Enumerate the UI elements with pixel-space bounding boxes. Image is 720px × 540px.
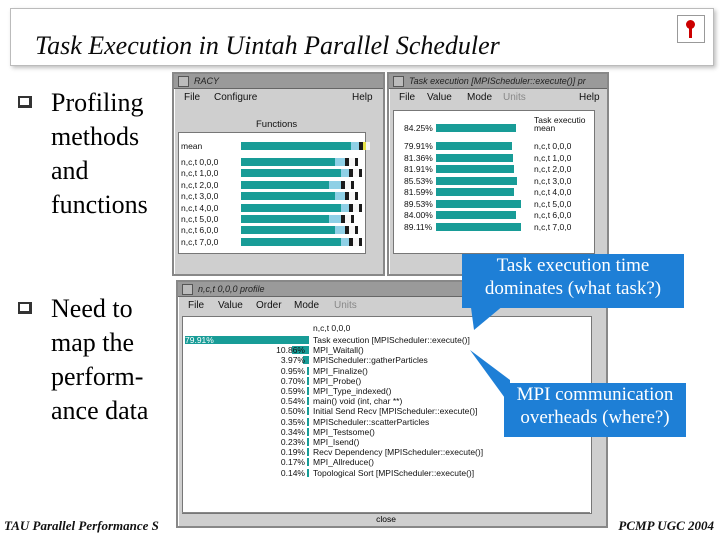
racy-row-label: n,c,t 7,0,0 <box>181 236 219 247</box>
racy-row-label: n,c,t 6,0,0 <box>181 225 219 236</box>
profile-row-pct: 0.34% <box>280 426 305 437</box>
menu-units: Units <box>503 92 526 103</box>
menu-file[interactable]: File <box>399 92 416 103</box>
profile-row-label[interactable]: Topological Sort [MPIScheduler::execute()] <box>313 467 475 478</box>
racy-row-label: n,c,t 3,0,0 <box>181 191 219 202</box>
callout-task-pointer <box>470 300 510 330</box>
profile-row-pct: 79.91% <box>185 335 214 345</box>
close-button[interactable]: close <box>182 512 590 525</box>
racy-row-label: n,c,t 1,0,0 <box>181 168 219 179</box>
callout-task-time: Task execution time dominates (what task?) <box>462 254 684 308</box>
task-row-pct: 89.53% <box>404 198 433 209</box>
profile-row-pct: 0.23% <box>280 437 305 447</box>
footer-right: PCMP UGC 2004 <box>618 518 714 533</box>
task-row-pct: 81.59% <box>404 187 433 197</box>
profile-row-label[interactable]: Recv Dependency [MPIScheduler::execute()] <box>313 447 484 458</box>
profile-row-label[interactable]: MPI_Isend() <box>313 437 360 447</box>
menu-order[interactable]: Order <box>256 300 282 311</box>
profile-row-label[interactable]: Task execution [MPIScheduler::execute()] <box>313 335 470 345</box>
profile-row-label[interactable]: MPIScheduler::gatherParticles <box>313 355 428 366</box>
task-header: Task executio <box>534 115 586 125</box>
task-row-label: n,c,t 3,0,0 <box>534 175 572 186</box>
window-title: Task execution [MPIScheduler::execute()] pr <box>409 76 586 86</box>
task-row-label: n,c,t 0,0,0 <box>534 141 572 151</box>
racy-row-label: n,c,t 4,0,0 <box>181 202 219 213</box>
racy-row-label: n,c,t 0,0,0 <box>181 157 219 167</box>
profile-row-label[interactable]: MPI_Waitall() <box>313 345 364 356</box>
profile-row-pct: 0.17% <box>280 457 305 468</box>
menu-file[interactable]: File <box>184 92 201 103</box>
profile-row-pct: 0.54% <box>280 396 305 407</box>
profile-row-pct: 3.97% <box>280 355 305 366</box>
task-row-pct: 81.91% <box>404 164 433 174</box>
racy-row-label: mean <box>181 141 203 151</box>
footer-left: TAU Parallel Performance S <box>4 518 159 533</box>
profile-row-pct: 0.95% <box>280 365 305 376</box>
window-title: RACY <box>194 76 220 86</box>
task-row-pct: 81.36% <box>404 152 433 163</box>
menu-help[interactable]: Help <box>579 92 600 103</box>
profile-row-pct: 0.19% <box>280 447 305 458</box>
functions-panel-title: Functions <box>256 119 298 130</box>
racy-row-label: n,c,t 2,0,0 <box>181 179 219 190</box>
profile-row-pct: 0.35% <box>280 416 305 427</box>
callout-mpi-overhead: MPI communication overheads (where?) <box>504 383 686 437</box>
profile-row-label[interactable]: MPI_Finalize() <box>313 365 368 376</box>
task-row-label: mean <box>534 123 556 133</box>
menu-units: Units <box>334 300 357 311</box>
racy-row-label: n,c,t 5,0,0 <box>181 214 219 224</box>
profile-row-label[interactable]: MPI_Allreduce() <box>313 457 374 468</box>
task-row-label: n,c,t 5,0,0 <box>534 198 572 209</box>
profile-row-pct: 0.14% <box>280 467 305 478</box>
bullet-text: Need to map the perform- ance data <box>51 294 149 425</box>
profile-row-label[interactable]: MPI_Testsome() <box>313 426 375 437</box>
profile-header: n,c,t 0,0,0 <box>313 323 351 333</box>
task-row-label: n,c,t 4,0,0 <box>534 187 572 197</box>
menu-file[interactable]: File <box>188 300 205 311</box>
task-row-label: n,c,t 1,0,0 <box>534 152 572 163</box>
profile-row-label[interactable]: MPI_Probe() <box>313 375 362 386</box>
menu-configure[interactable]: Configure <box>214 92 258 103</box>
task-row-pct: 84.00% <box>404 210 433 220</box>
task-row-pct: 89.11% <box>404 221 433 232</box>
menu-value[interactable]: Value <box>427 92 452 103</box>
profile-row-pct: 0.50% <box>280 406 305 417</box>
task-row-pct: 84.25% <box>404 123 433 133</box>
task-row-label: n,c,t 2,0,0 <box>534 164 572 174</box>
profile-row-label[interactable]: MPIScheduler::scatterParticles <box>313 416 430 427</box>
menu-help[interactable]: Help <box>352 92 373 103</box>
profile-row-pct: 10.86% <box>276 345 305 356</box>
window-title: n,c,t 0,0,0 profile <box>198 284 265 294</box>
menu-mode[interactable]: Mode <box>467 92 493 103</box>
task-row-pct: 85.53% <box>404 175 433 186</box>
task-row-pct: 79.91% <box>404 141 433 151</box>
task-row-label: n,c,t 6,0,0 <box>534 210 572 220</box>
slide-title: Task Execution in Uintah Parallel Scheduler <box>35 31 500 60</box>
profile-row-label[interactable]: main() void (int, char **) <box>313 396 403 407</box>
bullet-text: Profiling methods and functions <box>51 88 148 219</box>
profile-row-label[interactable]: MPI_Type_indexed() <box>313 386 392 396</box>
profile-row-label[interactable]: Initial Send Recv [MPIScheduler::execute()] <box>313 406 478 417</box>
task-row-label: n,c,t 7,0,0 <box>534 221 572 232</box>
menu-mode[interactable]: Mode <box>294 300 320 311</box>
profile-row-pct: 0.70% <box>280 375 305 386</box>
menu-value[interactable]: Value <box>218 300 243 311</box>
profile-row-pct: 0.59% <box>280 386 305 396</box>
